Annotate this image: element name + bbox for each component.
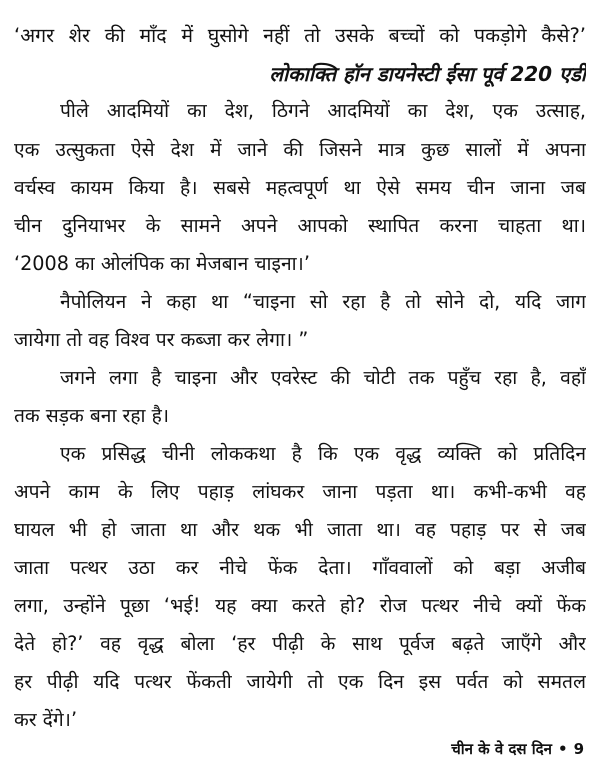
footer-bullet: • <box>557 740 568 758</box>
paragraph-3-line-2: तक सड़क बना रहा है। <box>14 404 170 427</box>
page-number: 9 <box>573 740 584 758</box>
paragraph-4-line-1: एक प्रसिद्ध चीनी लोककथा है कि एक वृद्ध व्यक्ति को प्रतिदिन <box>60 442 586 465</box>
paragraph-4-line-7: हर पीढ़ी यदि पत्थर फेंकती जायेगी तो एक दिन इस पर्वत को समतल <box>14 670 586 693</box>
paragraph-2-line-2: जायेगा तो वह विश्व पर कब्जा कर लेगा। ” <box>14 328 309 351</box>
paragraph-4-line-3: घायल भी हो जाता था और थक भी जाता था। वह पहाड़ पर से जब <box>14 518 586 541</box>
paragraph-3-line-1: जगने लगा है चाइना और एवरेस्ट की चोटी तक पहुँच रहा है, वहाँ <box>60 366 586 389</box>
paragraph-1-line-3: वर्चस्व कायम किया है। सबसे महत्वपूर्ण था ऐसे समय चीन जाना जब <box>14 176 586 199</box>
epigraph-attribution: लोकाक्ति हॉन डायनेस्टी ईसा पूर्व 220 एडी <box>269 62 586 86</box>
paragraph-1-line-5: ‘2008 का ओलंपिक का मेजबान चाइना।’ <box>14 252 310 275</box>
paragraph-4-line-6: देते हो?’ वह वृद्ध बोला ‘हर पीढ़ी के साथ पूर्वज बढ़ते जाएँगे और <box>14 632 586 655</box>
paragraph-4-line-5: लगा, उन्होंने पूछा ‘भई! यह क्या करते हो? रोज पत्थर नीचे क्यों फेंक <box>14 594 586 617</box>
paragraph-4-line-2: अपने काम के लिए पहाड़ लांघकर जाना पड़ता था। कभी-कभी वह <box>14 480 586 503</box>
page-footer <box>451 738 584 760</box>
paragraph-4-line-8: कर देंगे।’ <box>14 708 78 731</box>
paragraph-1-line-4: चीन दुनियाभर के सामने अपने आपको स्थापित करना चाहता था। <box>14 214 586 237</box>
book-title: चीन के वे दस दिन <box>451 740 552 758</box>
paragraph-1-line-1: पीले आदमियों का देश, ठिगने आदमियों का देश, एक उत्साह, <box>60 99 586 122</box>
paragraph-1-line-2: एक उत्सुकता ऐसे देश में जाने की जिसने मात्र कुछ सालों में अपना <box>14 138 586 161</box>
epigraph-quote: ‘अगर शेर की माँद में घुसोगे नहीं तो उसके बच्चों को पकड़ोगे कैसे?’ <box>14 24 586 47</box>
paragraph-2-line-1: नैपोलियन ने कहा था “चाइना सो रहा है तो सोने दो, यदि जाग <box>60 290 586 313</box>
paragraph-4-line-4: जाता पत्थर उठा कर नीचे फेंक देता। गाँववालों को बड़ा अजीब <box>14 556 586 579</box>
